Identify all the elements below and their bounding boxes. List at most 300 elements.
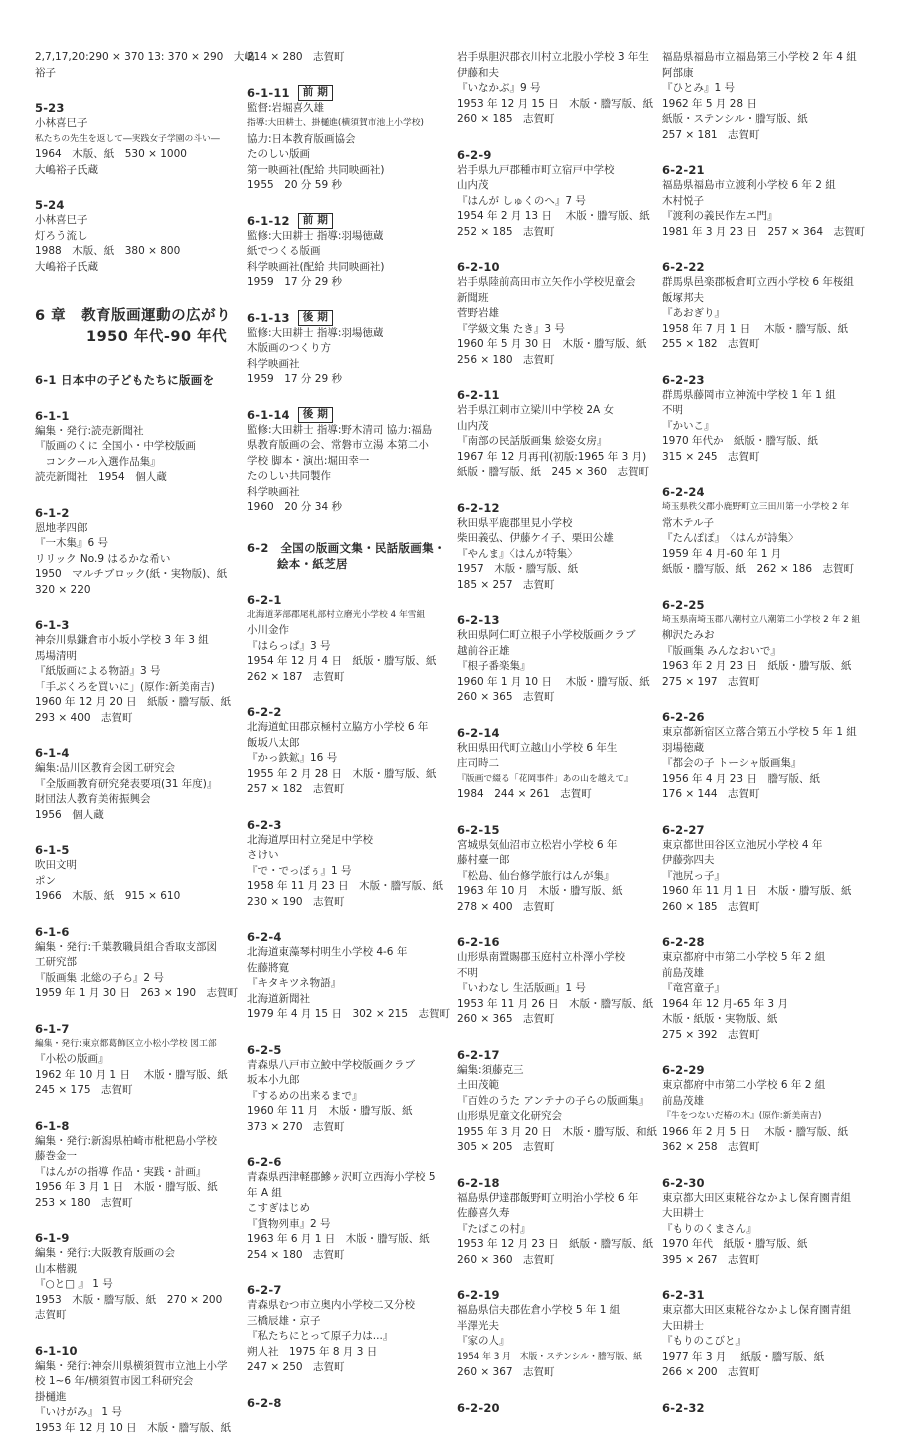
- entry-number: [662, 1400, 880, 1416]
- catalog-entry: [662, 1400, 880, 1416]
- entry-line: 1953 年 11 月 26 日 木版・謄写版、紙: [457, 997, 662, 1013]
- entry-line: 1953 木版・謄写版、紙 270 × 200: [35, 1293, 247, 1309]
- entry-number: [35, 924, 247, 940]
- entry-line: 1953 年 12 月 23 日 紙版・謄写版、紙: [457, 1237, 662, 1253]
- entry-number-text: 6-2-7: [247, 1282, 282, 1298]
- entry-line: 『竜宮童子』: [662, 981, 880, 997]
- entry-line: 校 1~6 年/横須賀市図工科研究会: [35, 1374, 247, 1390]
- entry-line: 前島茂雄: [662, 966, 880, 982]
- entry-line: 1963 年 6 月 1 日 木版・謄写版、紙: [247, 1232, 457, 1248]
- entry-line: 庄司時二: [457, 756, 662, 772]
- entry-number: [662, 822, 880, 838]
- entry-line: 編集:品川区教育会図工研究会: [35, 761, 247, 777]
- entry-line: 362 × 258 志賀町: [662, 1140, 880, 1156]
- entry-number-text: 6-2-5: [247, 1042, 282, 1058]
- entry-number: [247, 85, 457, 101]
- entry-line: 秋田県阿仁町立根子小学校版画クラブ: [457, 628, 662, 644]
- entry-line: 常木テル子: [662, 516, 880, 532]
- entry-line: 『松島、仙台修学旅行はんが集』: [457, 869, 662, 885]
- entry-line: たのしい共同製作: [247, 469, 457, 485]
- entry-number-text: 6-1-10: [35, 1343, 78, 1359]
- entry-line: 不明: [457, 966, 662, 982]
- entry-line: 山本楷親: [35, 1262, 247, 1278]
- entry-line: 北海道虻田郡京極村立脇方小学校 6 年: [247, 720, 457, 736]
- entry-line: 『○と□ 』 1 号: [35, 1277, 247, 1293]
- entry-number-text: 6-2-28: [662, 934, 705, 950]
- entry-line: 灯ろう流し: [35, 229, 247, 245]
- entry-number: [662, 709, 880, 725]
- entry-number-text: 6-2-29: [662, 1062, 705, 1078]
- entry-number-text: 6-1-9: [35, 1230, 70, 1246]
- entry-line: 半澤光夫: [457, 1319, 662, 1335]
- column-2: [247, 50, 457, 1436]
- entry-line: 学校 脚本・演出:堀田幸一: [247, 454, 457, 470]
- entry-number-text: 6-1-3: [35, 617, 70, 633]
- entry-line: 編集・発行:大阪教育版画の会: [35, 1246, 247, 1262]
- entry-line: 第一映画社(配給 共同映画社): [247, 163, 457, 179]
- entry-number: [457, 1175, 662, 1191]
- entry-number-text: 6-1-12: [247, 213, 290, 229]
- entry-line: 1981 年 3 月 23 日 257 × 364 志賀町: [662, 225, 880, 241]
- entry-line: 指導:大田耕士、掛樋進(横須賀市池上小学校): [247, 116, 457, 132]
- entry-line: 1963 年 10 月 木版・謄写版、紙: [457, 884, 662, 900]
- entry-line: 1962 年 10 月 1 日 木版・謄写版、紙: [35, 1068, 247, 1084]
- entry-line: 1960 年 12 月 20 日 紙版・謄写版、紙: [35, 695, 247, 711]
- entry-line: 275 × 197 志賀町: [662, 675, 880, 691]
- entry-line: 佐藤將寛: [247, 961, 457, 977]
- entry-line: 科学映画社(配給 共同映画社): [247, 260, 457, 276]
- catalog-entry: [457, 1287, 662, 1381]
- entry-line: 監修:大田耕士 指導:野木清司 協力:福島: [247, 423, 457, 439]
- entry-continuation: [35, 50, 247, 81]
- entry-line: 320 × 220: [35, 583, 247, 599]
- entry-number-text: 6-2-30: [662, 1175, 705, 1191]
- entry-line: 1960 20 分 34 秒: [247, 500, 457, 516]
- entry-continuation: [662, 50, 880, 143]
- entry-line: 1970 年代か 紙版・謄写版、紙: [662, 434, 880, 450]
- entry-line: 恩地孝四郎: [35, 521, 247, 537]
- entry-line: 藤村臺一郎: [457, 853, 662, 869]
- entry-number-text: 6-2-23: [662, 372, 705, 388]
- entry-line: 260 × 365 志賀町: [457, 1012, 662, 1028]
- entry-line: 315 × 245 志賀町: [662, 450, 880, 466]
- entry-line: 秋田県平鹿郡里見小学校: [457, 516, 662, 532]
- catalog-entry: [457, 1400, 662, 1416]
- entry-number-text: 6-2-25: [662, 597, 705, 613]
- entry-line: 『貨物列車』2 号: [247, 1217, 457, 1233]
- entry-line: 越前谷正雄: [457, 644, 662, 660]
- catalog-entry: [247, 929, 457, 1023]
- entry-line: 『版画で綴る「花岡事件」あの山を越えて』: [457, 772, 662, 788]
- entry-line: たのしい版画: [247, 147, 457, 163]
- entry-line: 青森県むつ市立奥内小学校二又分校: [247, 1298, 457, 1314]
- entry-line: 1959 年 1 月 30 日 263 × 190 志賀町: [35, 986, 247, 1002]
- entry-line: 北海道東藻琴村明生小学校 4-6 年: [247, 945, 457, 961]
- entry-line: 260 × 185 志賀町: [457, 112, 662, 128]
- entry-number: [35, 197, 247, 213]
- entry-line: 1956 年 4 月 23 日 謄写版、紙: [662, 772, 880, 788]
- entry-line: 飯坂八太郎: [247, 736, 457, 752]
- entry-line: 1960 年 1 月 10 日 木版・謄写版、紙: [457, 675, 662, 691]
- entry-number-text: 6-2-2: [247, 704, 282, 720]
- entry-line: 福島県福島市立渡利小学校 6 年 2 組: [662, 178, 880, 194]
- column-4: [662, 50, 880, 1436]
- entry-line: 監修:大田耕士 指導:羽場徳蔵: [247, 229, 457, 245]
- entry-line: 馬場清明: [35, 649, 247, 665]
- entry-line: 1967 年 12 月再刊(初版:1965 年 3 月): [457, 450, 662, 466]
- entry-number-text: 6-2-20: [457, 1400, 500, 1416]
- entry-line: 福島県福島市立福島第三小学校 2 年 4 組: [662, 50, 880, 66]
- entry-line: 1958 年 7 月 1 日 木版・謄写版、紙: [662, 322, 880, 338]
- entry-number: [35, 1021, 247, 1037]
- entry-number: [247, 704, 457, 720]
- catalog-entry: [247, 213, 457, 291]
- entry-number: [662, 484, 880, 500]
- entry-line: 財団法人教育美術振興会: [35, 792, 247, 808]
- entry-line: 神奈川県鎌倉市小坂小学校 3 年 3 組: [35, 633, 247, 649]
- entry-line: 『で・でっぽぅ』1 号: [247, 864, 457, 880]
- entry-line: 東京都新宿区立落合第五小学校 5 年 1 組: [662, 725, 880, 741]
- entry-line: 2,7,17,20:290 × 370 13: 370 × 290 大嶋: [35, 50, 247, 66]
- entry-line: 『いなかぶ』9 号: [457, 81, 662, 97]
- entry-line: 科学映画社: [247, 357, 457, 373]
- entry-line: 252 × 185 志賀町: [457, 225, 662, 241]
- entry-line: 1964 木版、紙 530 × 1000: [35, 147, 247, 163]
- entry-line: 『やんま』〈はんが特集〉: [457, 547, 662, 563]
- catalog-entry: [35, 408, 247, 486]
- entry-number: [247, 407, 457, 423]
- entry-line: 260 × 365 志賀町: [457, 690, 662, 706]
- entry-line: 東京都大田区東糀谷なかよし保育園青組: [662, 1303, 880, 1319]
- entry-number-text: 6-2-1: [247, 592, 282, 608]
- entry-line: 科学映画社: [247, 485, 457, 501]
- entry-line: 前島茂雄: [662, 1094, 880, 1110]
- catalog-entry: [457, 934, 662, 1028]
- catalog-entry: [247, 1395, 457, 1411]
- entry-number: [247, 1042, 457, 1058]
- entry-line: 編集・発行:東京都葛飾区立小松小学校 図工部: [35, 1037, 247, 1053]
- entry-line: 1962 年 5 月 28 日: [662, 97, 880, 113]
- entry-line: 小川金作: [247, 623, 457, 639]
- catalog-entry: [247, 1282, 457, 1376]
- entry-line: 245 × 175 志賀町: [35, 1083, 247, 1099]
- entry-line: 飯塚邦夫: [662, 291, 880, 307]
- entry-line: 1960 年 5 月 30 日 木版・謄写版、紙: [457, 337, 662, 353]
- catalog-entry: [457, 822, 662, 916]
- entry-number: [35, 1230, 247, 1246]
- entry-line: 大田耕士: [662, 1319, 880, 1335]
- entry-number-text: 6-1-14: [247, 407, 290, 423]
- entry-number: [457, 934, 662, 950]
- entry-line: 紙版・謄写版、紙 262 × 186 志賀町: [662, 562, 880, 578]
- entry-line: 岩手県江刺市立梁川中学校 2A 女: [457, 403, 662, 419]
- entry-line: 260 × 185 志賀町: [662, 900, 880, 916]
- entry-line: 私たちの先生を返して―実践女子学園の斗い―: [35, 132, 247, 148]
- column-1: [35, 50, 247, 1436]
- entry-number: [35, 745, 247, 761]
- entry-line: 岩手県胆沢郡衣川村立北股小学校 3 年生: [457, 50, 662, 66]
- entry-line: 掛樋進: [35, 1390, 247, 1406]
- entry-number-text: 6-2-16: [457, 934, 500, 950]
- section-heading: [247, 540, 457, 573]
- catalog-entry: [247, 85, 457, 194]
- entry-line: 1954 年 3 月 木版・ステンシル・謄写版、紙: [457, 1350, 662, 1366]
- entry-number: [35, 842, 247, 858]
- entry-number: [662, 1287, 880, 1303]
- entry-number: [662, 1175, 880, 1191]
- catalog-entry: [247, 704, 457, 798]
- entry-line: 1953 年 12 月 10 日 木版・謄写版、紙: [35, 1421, 247, 1436]
- entry-number: [457, 1047, 662, 1063]
- entry-line: 佐藤喜久寿: [457, 1206, 662, 1222]
- entry-number-text: 5-24: [35, 197, 65, 213]
- catalog-entry: [35, 745, 247, 823]
- entry-line: 『ひとみ』1 号: [662, 81, 880, 97]
- entry-line: 阿部康: [662, 66, 880, 82]
- entry-line: 群馬県藤岡市立神流中学校 1 年 1 組: [662, 388, 880, 404]
- entry-line: 大田耕士: [662, 1206, 880, 1222]
- entry-number: [457, 725, 662, 741]
- catalog-entry: [35, 1230, 247, 1324]
- entry-number-text: 6-2-27: [662, 822, 705, 838]
- entry-line: 373 × 270 志賀町: [247, 1120, 457, 1136]
- entry-line: 『牛をつないだ椿の木』(原作:新美南吉): [662, 1109, 880, 1125]
- catalog-entry: [662, 1287, 880, 1381]
- entry-line: 山形県南置賜郡玉庭村立朴澤小学校: [457, 950, 662, 966]
- entry-line: 監修:大田耕士 指導:羽場徳蔵: [247, 326, 457, 342]
- catalog-entry: [457, 1175, 662, 1269]
- entry-line: 1966 年 2 月 5 日 木版・謄写版、紙: [662, 1125, 880, 1141]
- entry-line: 柴田義弘、伊藤ケイ子、栗田公雄: [457, 531, 662, 547]
- entry-line: 山内茂: [457, 178, 662, 194]
- entry-number-text: 6-2-22: [662, 259, 705, 275]
- entry-number-text: 6-2-8: [247, 1395, 282, 1411]
- entry-line: 岩手県九戸郡種市町立宿戸中学校: [457, 163, 662, 179]
- entry-line: 185 × 257 志賀町: [457, 578, 662, 594]
- entry-line: 志賀町: [35, 1308, 247, 1324]
- entry-number: [247, 1395, 457, 1411]
- entry-line: 菅野岩雄: [457, 306, 662, 322]
- entry-line: 埼玉県秩父郡小鹿野町立三田川第一小学校 2 年: [662, 500, 880, 516]
- entry-line: 1966 木版、紙 915 × 610: [35, 889, 247, 905]
- entry-line: 『たばこの村』: [457, 1222, 662, 1238]
- catalog-entry: [662, 597, 880, 691]
- section-title-line: 6-1 日本中の子どもたちに版画を: [35, 372, 247, 389]
- entry-line: リリック No.9 はるかな希い: [35, 552, 247, 568]
- entry-number: [247, 592, 457, 608]
- entry-line: 吹田文明: [35, 858, 247, 874]
- catalog-entry: [457, 500, 662, 594]
- entry-line: 1955 20 分 59 秒: [247, 178, 457, 194]
- entry-line: 『版画集 みんなおいで』: [662, 644, 880, 660]
- catalog-entry: [662, 372, 880, 466]
- entry-line: 朔人社 1975 年 8 月 3 日: [247, 1345, 457, 1361]
- entry-line: 不明: [662, 403, 880, 419]
- entry-line: 紙でつくる版画: [247, 244, 457, 260]
- entry-line: 214 × 280 志賀町: [247, 50, 457, 66]
- entry-line: 1954 年 12 月 4 日 紙版・謄写版、紙: [247, 654, 457, 670]
- period-badge: 後 期: [298, 310, 333, 326]
- entry-line: 247 × 250 志賀町: [247, 1360, 457, 1376]
- entry-number: [457, 387, 662, 403]
- catalog-entry: [662, 709, 880, 803]
- catalog-entry: [35, 924, 247, 1002]
- entry-line: 木版・紙版・実物版、紙: [662, 1012, 880, 1028]
- entry-number-text: 6-2-32: [662, 1400, 705, 1416]
- entry-line: 『学級文集 たき』3 号: [457, 322, 662, 338]
- entry-line: 新聞班: [457, 291, 662, 307]
- entry-line: 『するめの出来るまで』: [247, 1089, 457, 1105]
- catalog-entry: [35, 1021, 247, 1099]
- entry-line: 『いけがみ』 1 号: [35, 1405, 247, 1421]
- column-3: [457, 50, 662, 1436]
- entry-line: 1953 年 12 月 15 日 木版・謄写版、紙: [457, 97, 662, 113]
- entry-line: 木村悦子: [662, 194, 880, 210]
- entry-line: 柳沢たみお: [662, 628, 880, 644]
- entry-number: [247, 817, 457, 833]
- entry-number: [35, 100, 247, 116]
- entry-line: 『全版画教育研究発表要項(31 年度)』: [35, 777, 247, 793]
- entry-line: 監督:岩堀喜久雄: [247, 101, 457, 117]
- entry-line: 1954 年 2 月 13 日 木版・謄写版、紙: [457, 209, 662, 225]
- entry-line: 260 × 360 志賀町: [457, 1253, 662, 1269]
- catalog-entry: [457, 387, 662, 481]
- catalog-entry: [35, 505, 247, 599]
- entry-line: 『都会の子 トーシャ版画集』: [662, 756, 880, 772]
- entry-line: 305 × 205 志賀町: [457, 1140, 662, 1156]
- entry-line: 北海道新聞社: [247, 992, 457, 1008]
- section-title-line: 絵本・紙芝居: [247, 556, 457, 573]
- entry-line: ポン: [35, 874, 247, 890]
- entry-number: [457, 612, 662, 628]
- entry-line: 1950 マルチブロック(紙・実物版)、紙: [35, 567, 247, 583]
- entry-number-text: 6-2-12: [457, 500, 500, 516]
- entry-line: 山形県児童文化研究会: [457, 1109, 662, 1125]
- entry-number-text: 6-2-9: [457, 147, 492, 163]
- catalog-entry: [247, 592, 457, 686]
- entry-line: 群馬県邑楽郡板倉町立西小学校 6 年桜組: [662, 275, 880, 291]
- entry-number: [457, 1400, 662, 1416]
- entry-line: 福島県信夫郡佐倉小学校 5 年 1 組: [457, 1303, 662, 1319]
- entry-line: 読売新聞社 1954 個人蔵: [35, 470, 247, 486]
- entry-number-text: 6-2-18: [457, 1175, 500, 1191]
- entry-line: 『百姓のうた アンテナの子らの版画集』: [457, 1094, 662, 1110]
- entry-line: 『一木集』6 号: [35, 536, 247, 552]
- entry-line: 大嶋裕子氏蔵: [35, 163, 247, 179]
- entry-line: 1956 個人蔵: [35, 808, 247, 824]
- catalog-entry: [247, 1154, 457, 1263]
- entry-line: 伊藤和夫: [457, 66, 662, 82]
- entry-line: 1959 17 分 29 秒: [247, 372, 457, 388]
- catalog-entry: [662, 822, 880, 916]
- entry-number-text: 6-1-8: [35, 1118, 70, 1134]
- entry-line: 小林喜巳子: [35, 116, 247, 132]
- entry-line: 256 × 180 志賀町: [457, 353, 662, 369]
- catalog-entry: [662, 1175, 880, 1269]
- entry-line: 『かっ鉄鉱』16 号: [247, 751, 457, 767]
- entry-line: 『小松の版画』: [35, 1052, 247, 1068]
- entry-line: 紙版・謄写版、紙 245 × 360 志賀町: [457, 465, 662, 481]
- chapter-heading: [35, 306, 247, 348]
- entry-number: [662, 1062, 880, 1078]
- entry-line: 県教育版画の会、常磐市立湯 本第二小: [247, 438, 457, 454]
- entry-line: 編集・発行:読売新聞社: [35, 424, 247, 440]
- entry-line: 278 × 400 志賀町: [457, 900, 662, 916]
- entry-number: [662, 597, 880, 613]
- entry-line: 『はんが しゅくのへ』7 号: [457, 194, 662, 210]
- entry-number-text: 6-2-6: [247, 1154, 282, 1170]
- entry-line: 1988 木版、紙 380 × 800: [35, 244, 247, 260]
- entry-line: コンクール入選作品集』: [35, 455, 247, 471]
- catalog-entry: [247, 407, 457, 516]
- catalog-entry: [662, 162, 880, 240]
- catalog-entry: [457, 725, 662, 803]
- entry-number: [457, 1287, 662, 1303]
- entry-number-text: 6-2-13: [457, 612, 500, 628]
- entry-number-text: 6-2-3: [247, 817, 282, 833]
- catalog-entry: [457, 1047, 662, 1156]
- entry-line: 293 × 400 志賀町: [35, 711, 247, 727]
- entry-line: 『はんがの指導 作品・実践・計画』: [35, 1165, 247, 1181]
- entry-line: 工研究部: [35, 955, 247, 971]
- entry-line: 紙版・ステンシル・謄写版、紙: [662, 112, 880, 128]
- entry-line: 東京都世田谷区立池尻小学校 4 年: [662, 838, 880, 854]
- entry-number: [247, 1154, 457, 1170]
- entry-line: 1957 木版・謄写版、紙: [457, 562, 662, 578]
- entry-line: 編集:須藤克三: [457, 1063, 662, 1079]
- entry-number: [662, 934, 880, 950]
- entry-number-text: 6-2-17: [457, 1047, 500, 1063]
- section-heading: [35, 372, 247, 389]
- catalog-entry: [457, 259, 662, 368]
- entry-number: [35, 1118, 247, 1134]
- entry-line: 伊藤弥四夫: [662, 853, 880, 869]
- entry-number-text: 6-1-5: [35, 842, 70, 858]
- entry-number-text: 6-1-7: [35, 1021, 70, 1037]
- entry-line: 『南部の民話版画集 絵姿女房』: [457, 434, 662, 450]
- entry-line: 北海道茅部郡尾札部村立磨光小学校 4 年雪組: [247, 608, 457, 624]
- catalog-entry: [457, 147, 662, 241]
- period-badge: 後 期: [298, 407, 333, 423]
- entry-number-text: 6-2-10: [457, 259, 500, 275]
- chapter-title-line: 1950 年代-90 年代: [35, 327, 247, 348]
- entry-number: [457, 259, 662, 275]
- entry-line: 大嶋裕子氏蔵: [35, 260, 247, 276]
- catalog-entry: [35, 1118, 247, 1212]
- entry-line: 裕子: [35, 66, 247, 82]
- entry-line: 埼玉県南埼玉郡八潮村立八潮第二小学校 2 年 2 組: [662, 613, 880, 629]
- catalog-entry: [35, 617, 247, 726]
- entry-number-text: 6-1-4: [35, 745, 70, 761]
- section-title-line: 6-2 全国の版画文集・民話版画集・: [247, 540, 457, 557]
- entry-line: 宮城県気仙沼市立松岩小学校 6 年: [457, 838, 662, 854]
- catalog-entry: [457, 612, 662, 706]
- entry-line: 『かいこ』: [662, 419, 880, 435]
- entry-line: 1979 年 4 月 15 日 302 × 215 志賀町: [247, 1007, 457, 1023]
- entry-line: 1977 年 3 月 紙版・謄写版、紙: [662, 1350, 880, 1366]
- entry-number: [35, 505, 247, 521]
- entry-line: 編集・発行:神奈川県横須賀市立池上小学: [35, 1359, 247, 1375]
- catalog-entry: [662, 484, 880, 578]
- entry-line: 青森県八戸市立鮫中学校版画クラブ: [247, 1058, 457, 1074]
- entry-number: [247, 1282, 457, 1298]
- entry-line: 『紙版画による物語』3 号: [35, 664, 247, 680]
- entry-number-text: 6-2-4: [247, 929, 282, 945]
- entry-number: [662, 259, 880, 275]
- entry-line: 230 × 190 志賀町: [247, 895, 457, 911]
- entry-line: 1955 年 2 月 28 日 木版・謄写版、紙: [247, 767, 457, 783]
- entry-line: 『たんぽぽ』 〈はんが詩集〉: [662, 531, 880, 547]
